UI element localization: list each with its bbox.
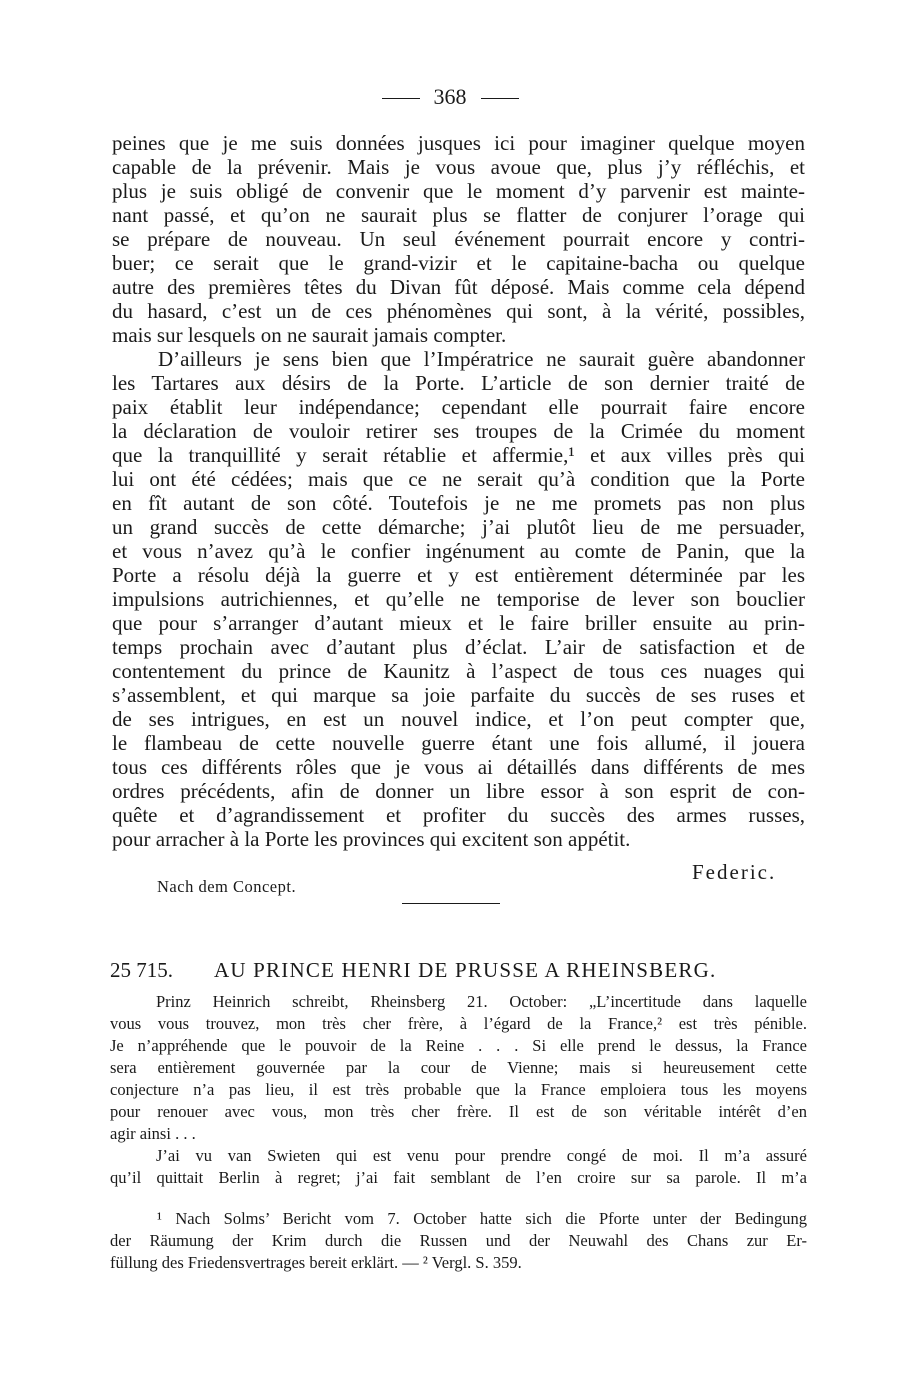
body-line: buer; ce serait que le grand-vizir et le capitaine-bacha ou quelque: [112, 251, 805, 275]
body-line: capable de la prévenir. Mais je vous avoue que, plus j’y réfléchis, et: [112, 155, 805, 179]
body-line: en fît autant de son côté. Toutefois je ne me promets pas non plus: [112, 491, 805, 515]
body-line: se prépare de nouveau. Un seul événement pourrait encore y contri-: [112, 227, 805, 251]
summary-line: vous vous trouvez, mon très cher frère, à l’égard de la France,² est très pénible.: [110, 1014, 807, 1033]
body-line: Porte a résolu déjà la guerre et y est entièrement déterminée par les: [112, 563, 805, 587]
summary-line: agir ainsi . . .: [110, 1124, 196, 1143]
body-line: ordres précédents, afin de donner un libre essor à son esprit de con-: [112, 779, 805, 803]
signature: Federic.: [692, 860, 777, 884]
letter-number: 25 715.: [110, 958, 173, 982]
body-line: les Tartares aux désirs de la Porte. L’article de son dernier traité de: [112, 371, 805, 395]
body-line: du hasard, c’est un de ces phénomènes qui sont, à la vérité, possibles,: [112, 299, 805, 323]
summary-line: pour renouer avec vous, mon très cher frère. Il est de son véritable intérêt d’en: [110, 1102, 807, 1121]
summary-line: J’ai vu van Swieten qui est venu pour prendre congé de moi. Il m’a assuré: [156, 1146, 807, 1165]
body-line: le flambeau de cette nouvelle guerre étant une fois allumé, il jouera: [112, 731, 805, 755]
letter-title: AU PRINCE HENRI DE PRUSSE A RHEINSBERG.: [214, 958, 717, 982]
body-line: nant passé, et qu’on ne saurait plus se flatter de conjurer l’orage qui: [112, 203, 805, 227]
body-line: un grand succès de cette démarche; j’ai plutôt lieu de me persuader,: [112, 515, 805, 539]
right-dash-rule: [481, 98, 519, 99]
body-line: et vous n’avez qu’à le confier ingénument au comte de Panin, que la: [112, 539, 805, 563]
body-line: D’ailleurs je sens bien que l’Impératrice ne saurait guère abandonner: [158, 347, 805, 371]
footnote-line: der Räumung der Krim durch die Russen und der Neuwahl des Chans zur Er-: [110, 1231, 807, 1250]
body-line: quête et d’agrandissement et profiter du succès des armes russes,: [112, 803, 805, 827]
body-line: la déclaration de vouloir retirer ses troupes de la Crimée du moment: [112, 419, 805, 443]
footnote-line: füllung des Friedensvertrages bereit erklärt. — ² Vergl. S. 359.: [110, 1253, 522, 1272]
body-line: lui ont été cédées; mais que ce ne serait qu’à condition que la Porte: [112, 467, 805, 491]
body-line: tous ces différents rôles que je vous ai détaillés dans différents de mes: [112, 755, 805, 779]
footnote-line: ¹ Nach Solms’ Bericht vom 7. October hatte sich die Pforte unter der Bedingung: [157, 1209, 807, 1228]
page-number: 368: [433, 84, 467, 109]
summary-line: qu’il quittait Berlin à regret; j’ai fait semblant de l’en croire sur sa parole. Il m’a: [110, 1168, 807, 1187]
summary-line: Je n’appréhende que le pouvoir de la Reine . . . Si elle prend le dessus, la France: [110, 1036, 807, 1055]
body-line: mais sur lesquels on ne saurait jamais compter.: [112, 323, 507, 347]
body-line: plus je suis obligé de convenir que le moment d’y parvenir est mainte-: [112, 179, 805, 203]
section-divider: [402, 903, 500, 904]
body-line: que pour s’arranger d’autant mieux et le faire briller ensuite au prin-: [112, 611, 805, 635]
body-line: peines que je me suis données jusques ici pour imaginer quelque moyen: [112, 131, 805, 155]
body-line: s’assemblent, et qui marque sa joie parfaite du succès de ses ruses et: [112, 683, 805, 707]
summary-line: sera entièrement gouvernée par la cour de Vienne; mais si heureusement cette: [110, 1058, 807, 1077]
letter-heading: [110, 957, 807, 983]
body-line: impulsions autrichiennes, et qu’elle ne temporise de lever son bouclier: [112, 587, 805, 611]
body-line: pour arracher à la Porte les provinces qui excitent son appétit.: [112, 827, 631, 851]
body-line: de ses intrigues, en est un nouvel indice, et l’on peut compter que,: [112, 707, 805, 731]
summary-line: conjecture n’a pas lieu, il est très probable que la France emploiera tous les moyens: [110, 1080, 807, 1099]
body-line: autre des premières têtes du Divan fût déposé. Mais comme cela dépend: [112, 275, 805, 299]
source-note: Nach dem Concept.: [157, 877, 297, 896]
body-line: temps prochain avec d’autant plus d’éclat. L’air de satisfaction et de: [112, 635, 805, 659]
body-line: contentement du prince de Kaunitz à l’aspect de tous ces nuages qui: [112, 659, 805, 683]
left-dash-rule: [382, 98, 420, 99]
body-line: paix établit leur indépendance; cependant elle pourrait faire encore: [112, 395, 805, 419]
page-number-line: [0, 84, 900, 110]
summary-line: Prinz Heinrich schreibt, Rheinsberg 21. October: „L’incertitude dans laquelle: [156, 992, 807, 1011]
body-line: que la tranquillité y serait rétablie et affermie,¹ et aux villes près qui: [112, 443, 805, 467]
